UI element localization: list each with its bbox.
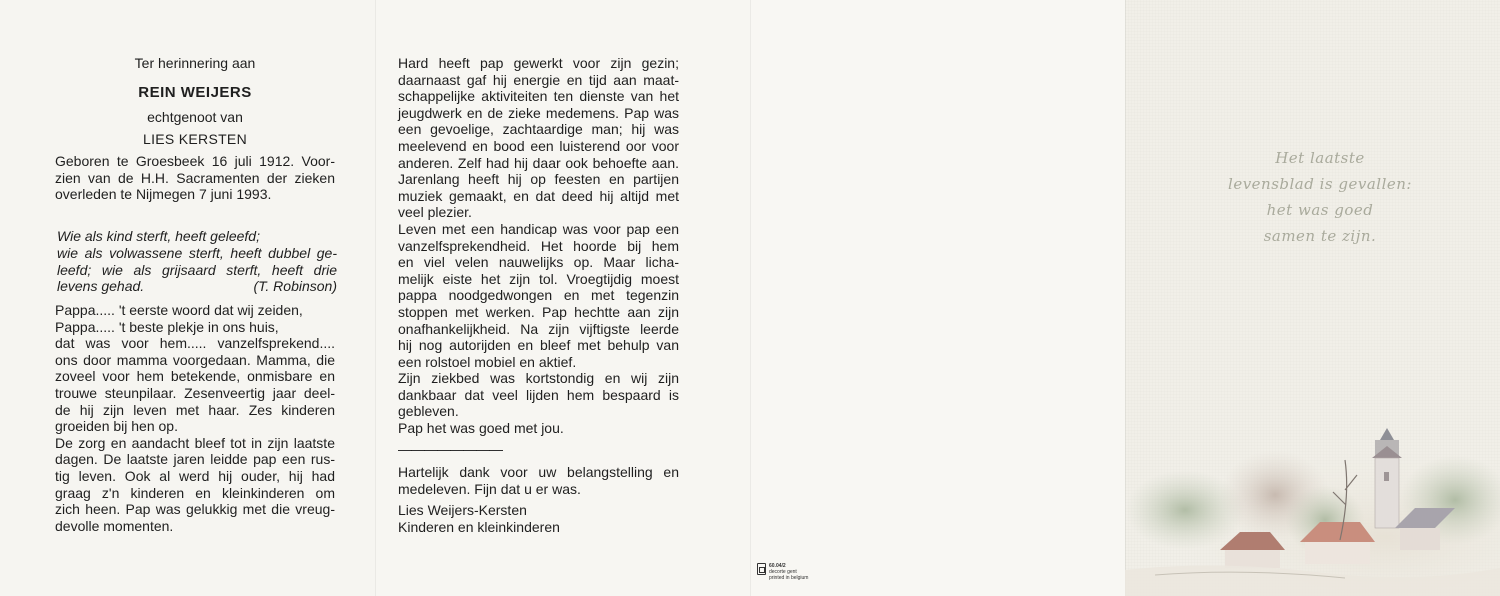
fold-line xyxy=(375,0,376,596)
quote-line: Wie als kind sterft, heeft geleefd; xyxy=(57,228,260,244)
spouse-name: LIES KERSTEN xyxy=(143,131,247,147)
text-line: zien van de H.H. Sacramenten der zieken xyxy=(55,169,335,186)
middle-body-text xyxy=(398,55,679,437)
text-line: trouwe steunpilaar. Zesenveertig jaar deel- xyxy=(55,384,335,401)
house-wall xyxy=(1305,542,1370,564)
printer-logo-icon xyxy=(757,563,766,575)
printer-company: decorte gent xyxy=(769,569,797,575)
text-line: meelevend en bood een luisterend oor voor xyxy=(398,137,679,154)
text-line: dankbaar dat veel lijden hem bespaard is xyxy=(398,386,679,403)
text-line: melijk eiste het zijn tol. Vroegtijdig moest xyxy=(398,270,679,287)
quote-line: wie als volwassene sterft, heeft dubbel ge- xyxy=(57,244,337,261)
text-line: Jarenlang heeft hij op feesten en partijen xyxy=(398,171,679,188)
text-line: een rolstoel mobiel en aktief. xyxy=(398,353,577,370)
barn-wall xyxy=(1225,550,1280,568)
verse-line: Het laatste xyxy=(1275,149,1365,167)
text-line: dat was voor hem..... vanzelfsprekend.... xyxy=(55,335,335,352)
text-line: hij nog autorijden en bleef met behulp van xyxy=(398,337,679,354)
quote-block xyxy=(57,228,337,295)
text-line: gebleven. xyxy=(398,403,459,420)
text-line: Geboren te Groesbeek 16 juli 1912. Voor- xyxy=(55,153,335,169)
text-line: veel plezier. xyxy=(398,204,472,221)
fold-line xyxy=(750,0,751,596)
printer-mark xyxy=(757,563,808,581)
birth-death-paragraph xyxy=(55,153,335,203)
village-church-illustration xyxy=(1125,400,1500,596)
quote-last-row xyxy=(57,278,337,295)
church-spire xyxy=(1380,428,1394,440)
tower-window xyxy=(1384,472,1389,481)
text-line: pappa noodgedwongen en met tegenzin xyxy=(398,287,679,304)
left-body-text xyxy=(55,302,335,534)
verse-line: samen te zijn. xyxy=(1263,227,1377,245)
signature-line: Kinderen en kleinkinderen xyxy=(398,518,560,535)
text-line: onafhankelijkheid. Na zijn vijftigste leerde xyxy=(398,320,679,337)
signature-line: Lies Weijers-Kersten xyxy=(398,502,527,518)
verse-line: levensblad is gevallen: xyxy=(1228,175,1412,193)
text-line: een gevoelige, zachtaardige man; hij was xyxy=(398,121,679,138)
printer-code: 60.04/2 xyxy=(769,563,786,569)
text-line: De zorg en aandacht bleef tot in zijn laatste xyxy=(55,434,335,451)
text-line: groeiden bij hen op. xyxy=(55,418,178,435)
text-line: overleden te Nijmegen 7 juni 1993. xyxy=(55,186,272,203)
quote-author: (T. Robinson) xyxy=(253,278,337,295)
text-line: vanzelfsprekendheid. Het hoorde bij hem xyxy=(398,237,679,254)
relation-text: echtgenoot van xyxy=(147,109,243,125)
text-line: medeleven. Fijn dat u er was. xyxy=(398,480,581,497)
blank-inner-panel xyxy=(750,0,1125,596)
text-line: en viel velen nauwelijks op. Maar licha- xyxy=(398,254,679,271)
text-line: ons door mamma voorgedaan. Mamma, die xyxy=(55,351,335,368)
signature-block xyxy=(398,502,679,535)
text-line: dagen. De laatste jaren leidde pap een rus- xyxy=(55,451,335,468)
church-nave xyxy=(1400,528,1440,550)
cover-verse xyxy=(1195,145,1445,249)
text-line: daarnaast gaf hij energie en tijd aan maat- xyxy=(398,71,679,88)
text-line: Leven met een handicap was voor pap een xyxy=(398,220,679,237)
text-line: Pappa..... 't beste plekje in ons huis, xyxy=(55,318,279,335)
text-line: devolle momenten. xyxy=(55,517,174,534)
deceased-name: REIN WEIJERS xyxy=(138,84,252,101)
text-line: Hartelijk dank voor uw belangstelling en xyxy=(398,464,679,480)
text-line: anderen. Zelf had hij daar ook behoefte aan. xyxy=(398,154,679,171)
church-tower xyxy=(1375,458,1399,528)
quote-line: levens gehad. xyxy=(57,278,145,295)
text-line: zich heen. Pap was gelukkig met die vreug- xyxy=(55,501,335,518)
text-line: graag z'n kinderen en kleinkinderen om xyxy=(55,484,335,501)
text-line: stoppen met werken. Pap hechtte aan zijn xyxy=(398,303,679,320)
verse-line: het was goed xyxy=(1266,201,1374,219)
text-line: schappelijke aktiviteiten ten dienste van het xyxy=(398,88,679,105)
text-line: jeugdwerk en de zieke medemens. Pap was xyxy=(398,104,679,121)
thanks-text xyxy=(398,464,679,497)
text-line: tig leven. Ook al werd hij ouder, hij had xyxy=(55,467,335,484)
text-line: Hard heeft pap gewerkt voor zijn gezin; xyxy=(398,55,679,71)
text-line: zoveel voor hem betekende, onmisbare en xyxy=(55,368,335,385)
printer-origin: printed in belgium xyxy=(769,575,809,581)
text-line: de hij zijn leven met haar. Zes kinderen xyxy=(55,401,335,418)
text-line: muziek gemaakt, en dat deed hij altijd met xyxy=(398,187,679,204)
intro-text: Ter herinnering aan xyxy=(134,55,256,71)
text-line: Pappa..... 't eerste woord dat wij zeiden, xyxy=(55,302,303,318)
quote-line: leefd; wie als grijsaard sterft, heeft drie xyxy=(57,261,337,278)
text-line: Pap het was goed met jou. xyxy=(398,420,564,437)
text-line: Zijn ziekbed was kortstondig en wij zijn xyxy=(398,370,679,387)
separator-dashes: ———————— xyxy=(398,441,502,457)
